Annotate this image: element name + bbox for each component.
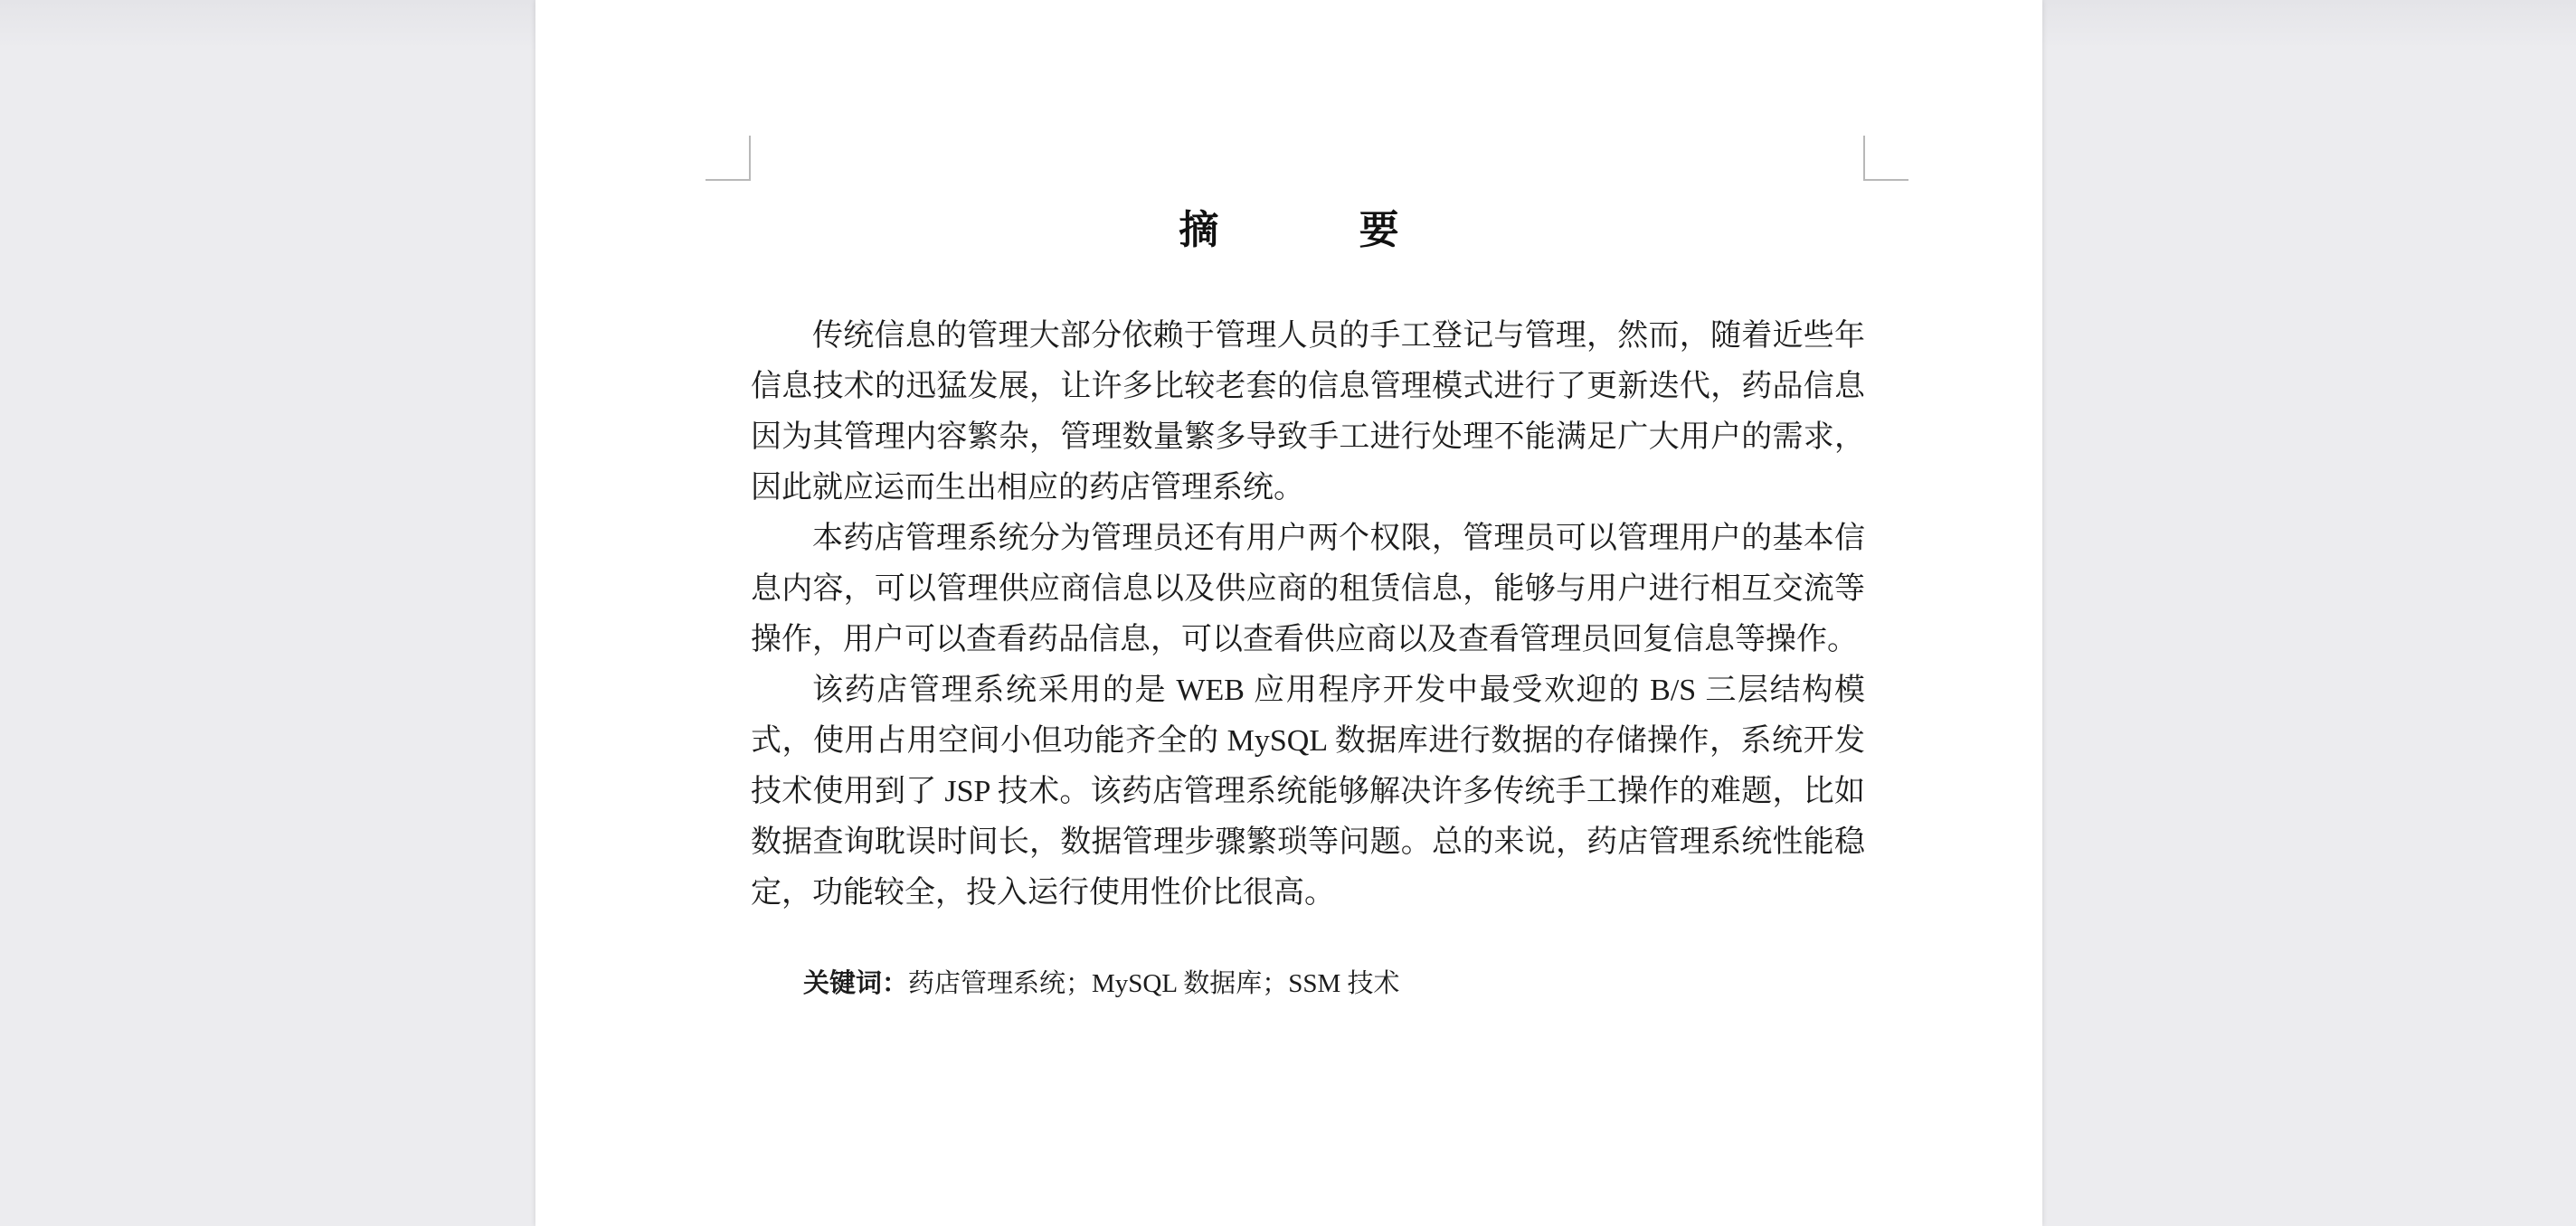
margin-corner-mark-top-right — [1863, 136, 1908, 181]
document-page[interactable] — [535, 0, 2042, 1226]
margin-corner-mark-top-left — [706, 136, 751, 181]
abstract-title[interactable]: 摘 要 — [1179, 207, 1463, 253]
abstract-paragraph-2[interactable]: 本药店管理系统分为管理员还有用户两个权限，管理员可以管理用户的基本信息内容，可以管理供应商信息以及供应商的租赁信息，能够与用户进行相互交流等操作，用户可以查看药品信息，可以查看供应商以及查看管理员回复信息等操作。 — [751, 522, 1865, 656]
abstract-body[interactable] — [751, 311, 1865, 919]
keywords-line[interactable] — [803, 962, 1400, 1005]
abstract-paragraph-3[interactable]: 该药店管理系统采用的是 WEB 应用程序开发中最受欢迎的 B/S 三层结构模式，使用占用空间小但功能齐全的 MySQL 数据库进行数据的存储操作，系统开发技术使用到了 JSP 技术。该药店管理系统能够解决许多传统手工操作的难题，比如数据查询耽误时间长，数据管理步骤繁琐等问题。总的来说，药店管理系统性能稳定，功能较全，投入运行使用性价比很高。 — [751, 674, 1865, 910]
abstract-paragraph-1[interactable]: 传统信息的管理大部分依赖于管理人员的手工登记与管理，然而，随着近些年信息技术的迅猛发展，让许多比较老套的信息管理模式进行了更新迭代，药品信息因为其管理内容繁杂，管理数量繁多导致手工进行处理不能满足广大用户的需求，因此就应运而生出相应的药店管理系统。 — [751, 319, 1865, 505]
keywords-text[interactable]: 药店管理系统；MySQL 数据库；SSM 技术 — [908, 969, 1400, 998]
keywords-label: 关键词： — [803, 969, 909, 998]
